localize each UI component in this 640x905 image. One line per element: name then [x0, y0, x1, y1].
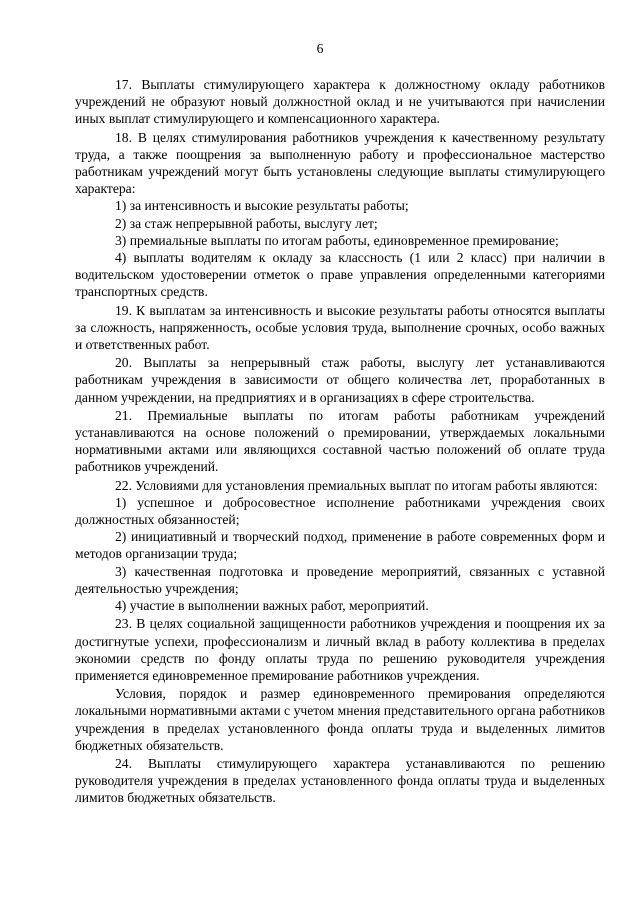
paragraph-24: 24. Выплаты стимулирующего характера устанавливаются по решению руководителя учреждения в пределах установленного фонда оплаты труда и выделенных лимитов бюджетных обязательств. — [75, 755, 605, 806]
document-body — [75, 76, 605, 807]
paragraph-17: 17. Выплаты стимулирующего характера к должностному окладу работников учреждений не образуют новый должностной оклад и не учитываются при начислении иных выплат стимулирующего и компенсационного характера. — [75, 77, 605, 127]
paragraph-23-conditions: Условия, порядок и размер единовременного премирования определяются локальными нормативными актами с учетом мнения представительного органа работников учреждения в пределах установленного фонда оплаты труда и выделенных лимитов бюджетных обязательств. — [75, 686, 605, 753]
paragraph-18: 18. В целях стимулирования работников учреждения к качественному результату труда, а также поощрения за выполненную работу и профессиональное мастерство работникам учреждений могут быть установлены следующие выплаты стимулирующего характера: — [75, 129, 605, 197]
paragraph-23: 23. В целях социальной защищенности работников учреждения и поощрения их за достигнутые успехи, профессионализм и личный вклад в работу коллектива в пределах экономии средств по фонду оплаты труда по решению руководителя учреждения применяется единовременное премирование работников учреждения. — [75, 616, 605, 683]
list-item-22-3: 3) качественная подготовка и проведение мероприятий, связанных с уставной деятельностью учреждения; — [75, 563, 605, 596]
paragraph-20: 20. Выплаты за непрерывный стаж работы, выслугу лет устанавливаются работникам учреждения в зависимости от общего количества лет, проработанных в данном учреждении, на предприятиях и в организациях в сфере строительства. — [75, 355, 605, 405]
list-item-18-2: 2) за стаж непрерывной работы, выслугу лет; — [115, 215, 378, 231]
list-item-22-1: 1) успешное и добросовестное исполнение работниками учреждения своих должностных обязанностей; — [75, 494, 605, 528]
paragraph-19: 19. К выплатам за интенсивность и высокие результаты работы относятся выплаты за сложность, напряженность, особые условия труда, выполнение срочных, особо важных и ответственных работ. — [75, 302, 605, 353]
paragraph-22: 22. Условиями для установления премиальных выплат по итогам работы являются: — [115, 477, 598, 493]
list-item-18-3: 3) премиальные выплаты по итогам работы, единовременное премирование; — [115, 232, 559, 248]
list-item-22-2: 2) инициативный и творческий подход, применение в работе современных форм и методов организации труда; — [75, 529, 605, 562]
list-item-22-4: 4) участие в выполнении важных работ, мероприятий. — [115, 598, 429, 614]
paragraph-21: 21. Премиальные выплаты по итогам работы работникам учреждений устанавливаются на основе положений о премировании, утверждаемых локальными нормативными актами или являющихся составной частью положений об оплате труда работников учреждений. — [75, 407, 605, 475]
page-number: 6 — [316, 41, 324, 56]
list-item-18-1: 1) за интенсивность и высокие результаты работы; — [115, 198, 409, 214]
list-item-18-4: 4) выплаты водителям к окладу за классность (1 или 2 класс) при наличии в водительском удостоверении отметок о праве управления определенными категориями транспортных средств. — [75, 250, 605, 300]
